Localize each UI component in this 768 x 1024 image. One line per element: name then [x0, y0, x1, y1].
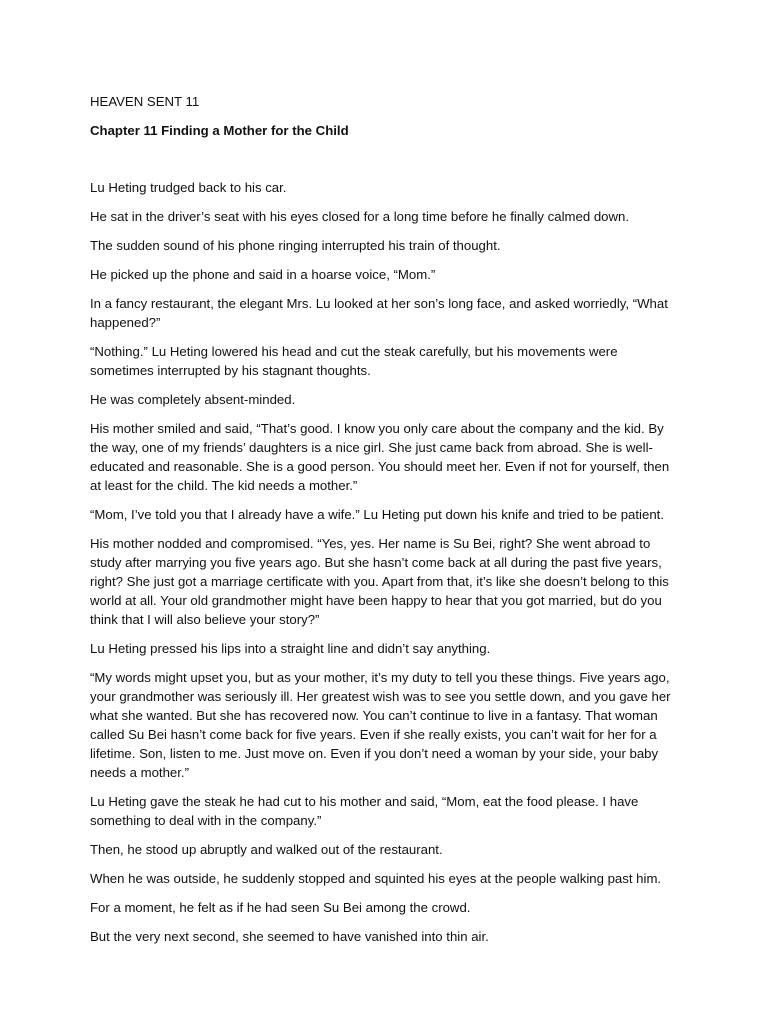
- paragraph: He sat in the driver’s seat with his eyes closed for a long time before he finally calmed down.: [90, 209, 630, 224]
- document-title: HEAVEN SENT 11: [90, 94, 200, 109]
- paragraph: The sudden sound of his phone ringing interrupted his train of thought.: [90, 238, 501, 253]
- paragraph: He was completely absent-minded.: [90, 392, 296, 407]
- paragraph: His mother smiled and said, “That’s good. I know you only care about the company and the kid. By the way, one of my friends’ daughters is a nice girl. She just came back from abroad. She is well-educated and reasonable. She is a good person. You should meet her. Even if not for yourself, then at least for the child. The kid needs a mother.”: [90, 421, 670, 493]
- paragraph: He picked up the phone and said in a hoarse voice, “Mom.”: [90, 267, 436, 282]
- document-page: [90, 92, 680, 956]
- paragraph: Lu Heting trudged back to his car.: [90, 180, 287, 195]
- paragraph: For a moment, he felt as if he had seen Su Bei among the crowd.: [90, 900, 471, 915]
- paragraph: Lu Heting pressed his lips into a straight line and didn’t say anything.: [90, 641, 491, 656]
- paragraph: Then, he stood up abruptly and walked out of the restaurant.: [90, 842, 443, 857]
- paragraph: In a fancy restaurant, the elegant Mrs. Lu looked at her son’s long face, and asked worriedly, “What happened?”: [90, 296, 668, 330]
- paragraph: His mother nodded and compromised. “Yes, yes. Her name is Su Bei, right? She went abroad to study after marrying you five years ago. But she hasn’t come back at all during the past five years, right? She just got a marriage certificate with you. Apart from that, it’s like she doesn’t belong to this world at all. Your old grandmother might have been happy to hear that you got married, but do you think that I will also believe your story?”: [90, 536, 669, 627]
- chapter-title: Chapter 11 Finding a Mother for the Child: [90, 123, 349, 138]
- paragraph: “My words might upset you, but as your mother, it’s my duty to tell you these things. Five years ago, your grandmother was seriously ill. Her greatest wish was to see you settle down, and you gave her what she wanted. But she has recovered now. You can’t continue to live in a fantasy. That woman called Su Bei hasn’t come back for five years. Even if she really exists, you can’t wait for her for a lifetime. Son, listen to me. Just move on. Even if you don’t need a woman by your side, your baby needs a mother.”: [90, 670, 671, 780]
- paragraph: “Nothing.” Lu Heting lowered his head and cut the steak carefully, but his movements were sometimes interrupted by his stagnant thoughts.: [90, 344, 618, 378]
- chapter-body: [90, 178, 680, 946]
- paragraph: But the very next second, she seemed to have vanished into thin air.: [90, 929, 489, 944]
- paragraph: When he was outside, he suddenly stopped and squinted his eyes at the people walking past him.: [90, 871, 662, 886]
- paragraph: Lu Heting gave the steak he had cut to his mother and said, “Mom, eat the food please. I have something to deal with in the company.”: [90, 794, 639, 828]
- paragraph: “Mom, I’ve told you that I already have a wife.” Lu Heting put down his knife and tried to be patient.: [90, 507, 664, 522]
